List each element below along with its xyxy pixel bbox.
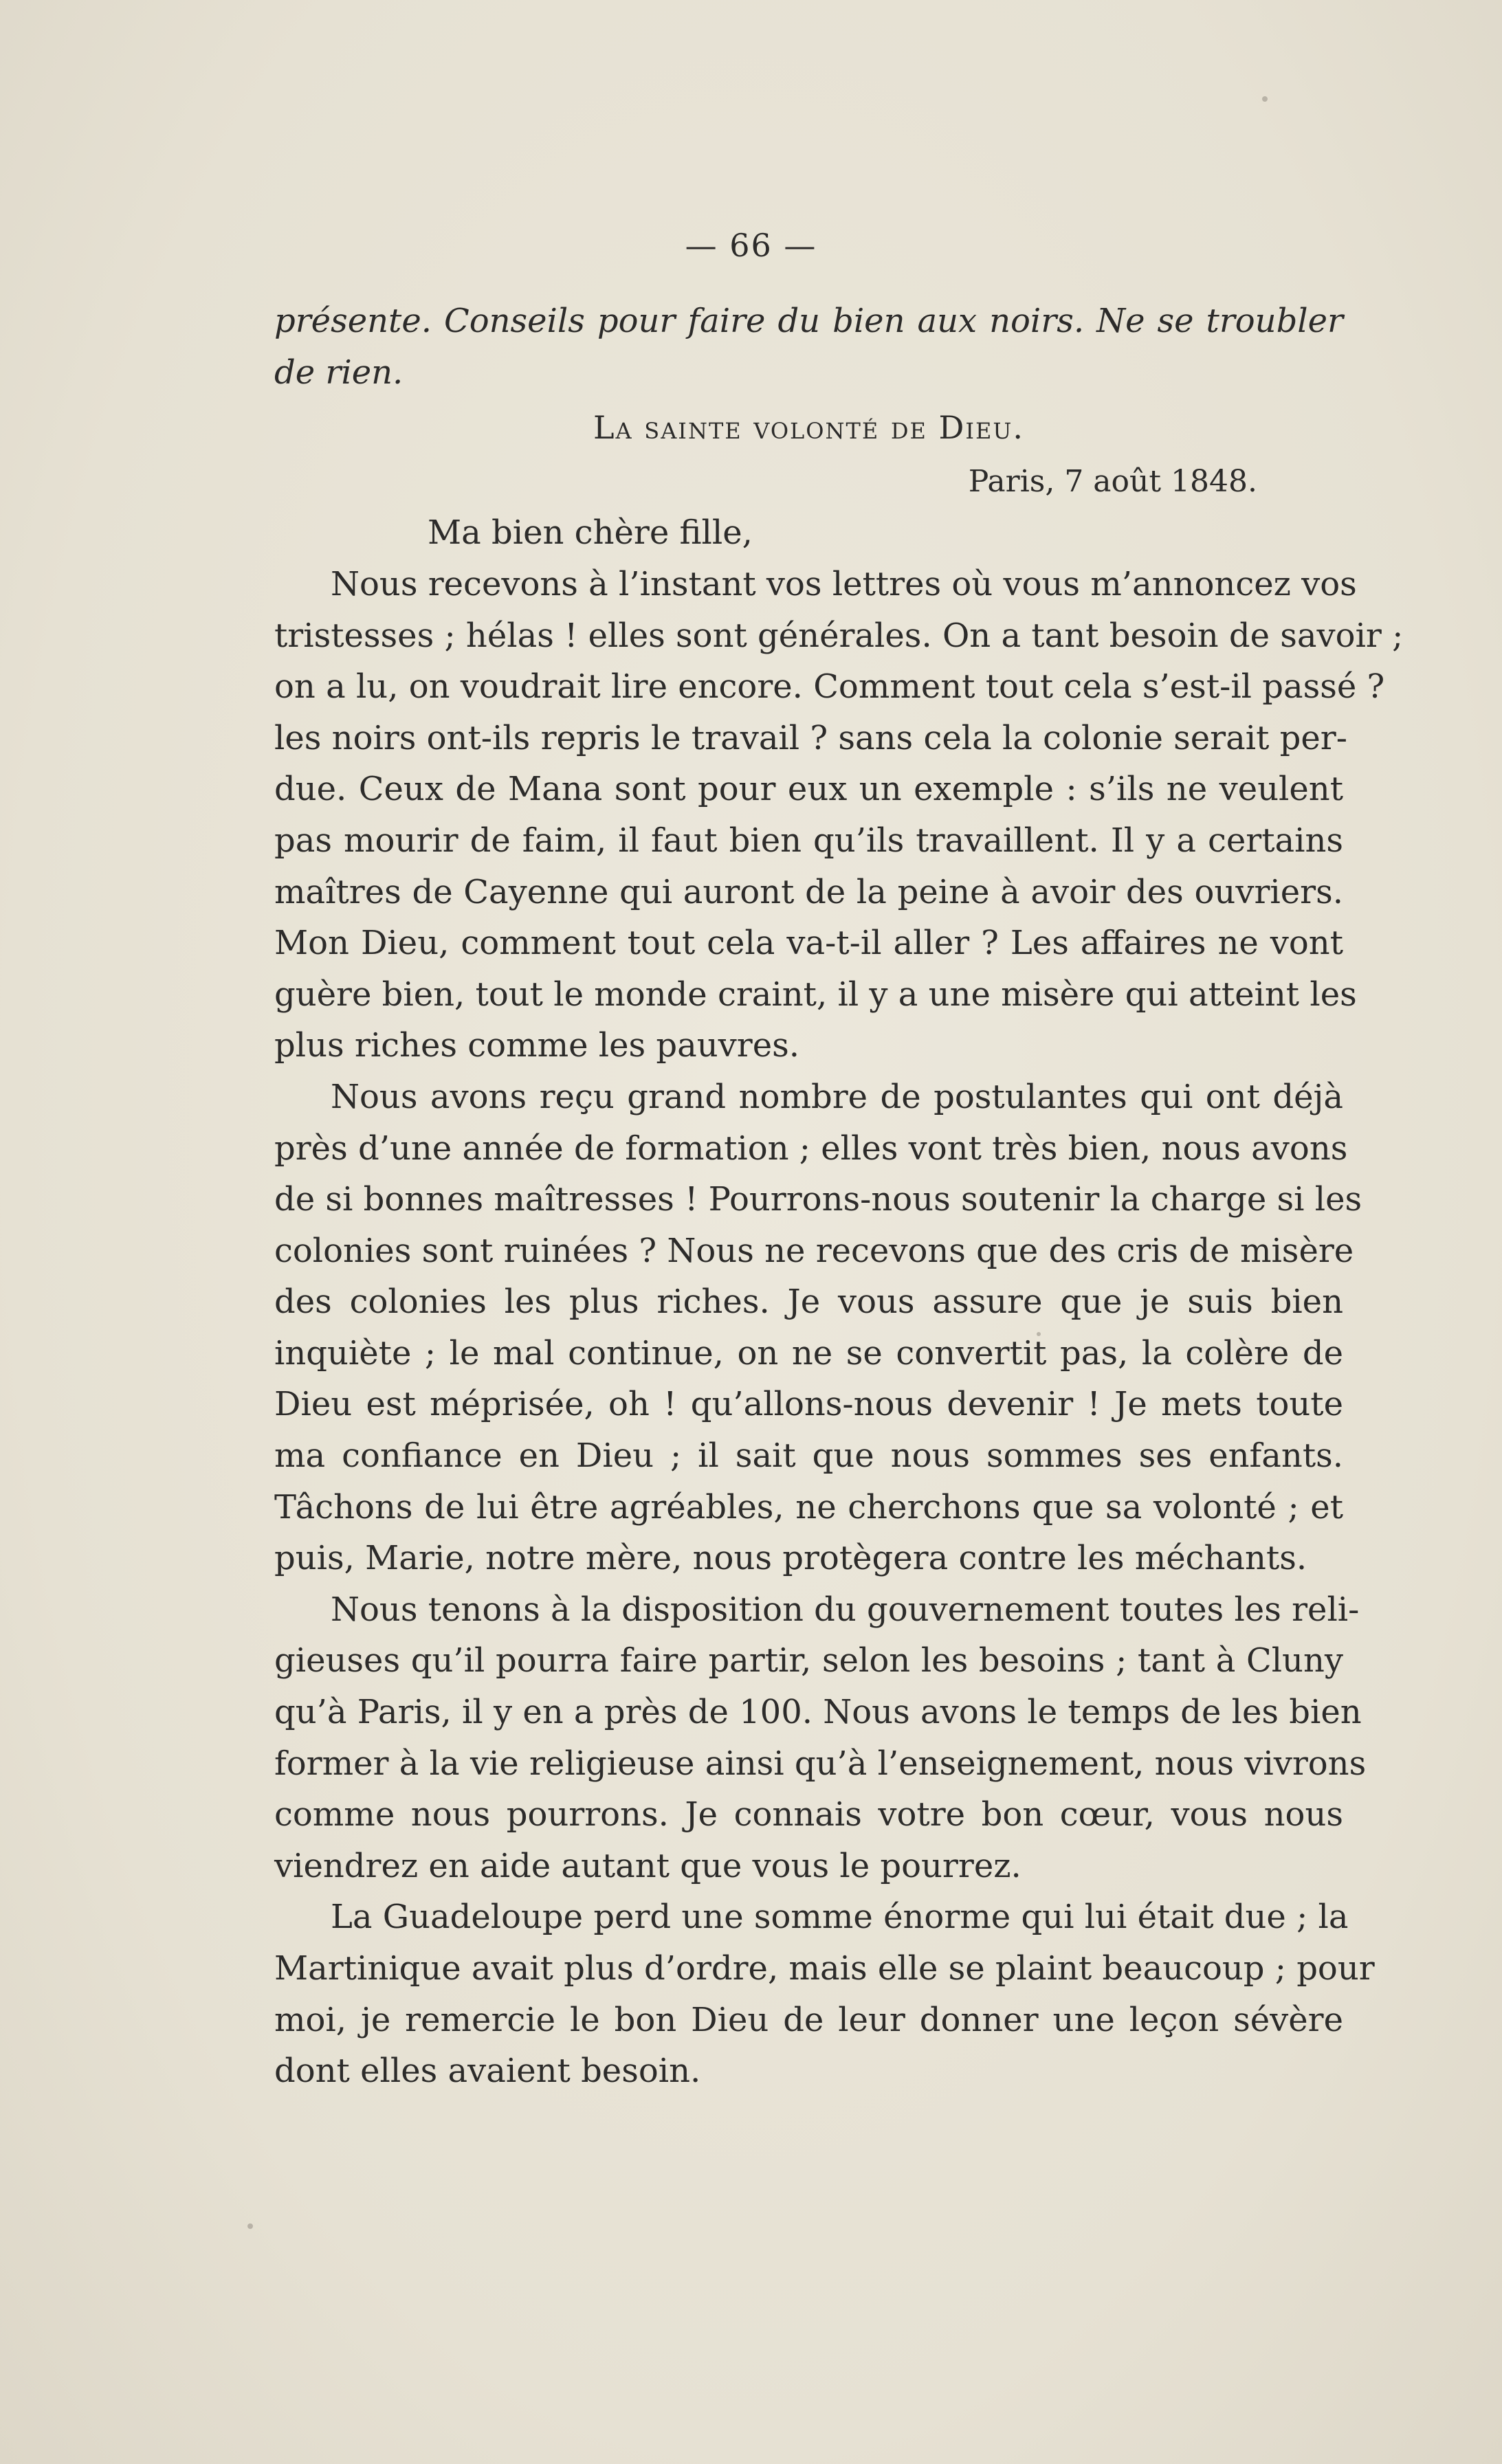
text-line: qu’à Paris, il y en a près de 100. Nous avons le temps de les bien xyxy=(274,1693,1362,1732)
text-line: guère bien, tout le monde craint, il y a une misère qui atteint les xyxy=(274,975,1357,1014)
intro-line: présente. Conseils pour faire du bien aux noirs. Ne se troubler xyxy=(274,302,1343,340)
letter-salutation: Ma bien chère fille, xyxy=(428,513,753,553)
text-line: due. Ceux de Mana sont pour eux un exemple : s’ils ne veulent xyxy=(274,770,1343,809)
text-line: de si bonnes maîtresses ! Pourrons-nous soutenir la charge si les xyxy=(274,1180,1362,1219)
letter-paragraph xyxy=(274,1891,1375,2096)
text-line: colonies sont ruinées ? Nous ne recevons que des cris de misère xyxy=(274,1231,1354,1270)
text-line: plus riches comme les pauvres. xyxy=(274,1026,800,1065)
page-number: — 66 — xyxy=(685,227,817,264)
paper-speck xyxy=(247,2223,253,2229)
text-line: on a lu, on voudrait lire encore. Comment tout cela s’est-il passé ? xyxy=(274,667,1385,707)
letter-paragraph xyxy=(274,1072,1362,1584)
letter-paragraph xyxy=(274,559,1404,1072)
text-line: inquiète ; le mal continue, on ne se convertit pas, la colère de xyxy=(274,1333,1343,1373)
text-line: tristesses ; hélas ! elles sont générales. On a tant besoin de savoir ; xyxy=(274,616,1404,655)
text-line: comme nous pourrons. Je connais votre bon cœur, vous nous xyxy=(274,1795,1343,1834)
text-line: puis, Marie, notre mère, nous protègera contre les méchants. xyxy=(274,1539,1307,1578)
text-line: ma confiance en Dieu ; il sait que nous sommes ses enfants. xyxy=(274,1436,1343,1476)
page-text xyxy=(274,296,1404,2097)
text-line: les noirs ont-ils repris le travail ? sans cela la colonie serait per- xyxy=(274,718,1347,757)
paper-speck xyxy=(1262,96,1268,102)
text-line: Martinique avait plus d’ordre, mais elle se plaint beaucoup ; pour xyxy=(274,1949,1375,1988)
text-line: Mon Dieu, comment tout cela va-t-il aller ? Les affaires ne vont xyxy=(274,924,1343,963)
letter-dateline: Paris, 7 août 1848. xyxy=(968,463,1257,499)
letter-paragraph xyxy=(274,1584,1367,1892)
text-line: viendrez en aide autant que vous le pourrez. xyxy=(274,1846,1021,1885)
text-line: près d’une année de formation ; elles vont très bien, nous avons xyxy=(274,1129,1348,1168)
text-line: Nous recevons à l’instant vos lettres où vous m’annoncez vos xyxy=(331,564,1357,603)
text-line: Dieu est méprisée, oh ! qu’allons-nous devenir ! Je mets toute xyxy=(274,1385,1343,1424)
text-line: maîtres de Cayenne qui auront de la peine à avoir des ouvriers. xyxy=(274,872,1343,911)
intro-line: de rien. xyxy=(274,353,404,392)
text-line: former à la vie religieuse ainsi qu’à l’enseignement, nous vivrons xyxy=(274,1744,1367,1783)
text-line: Nous tenons à la disposition du gouvernement toutes les reli- xyxy=(331,1590,1360,1629)
text-line: des colonies les plus riches. Je vous assure que je suis bien xyxy=(274,1283,1343,1322)
text-line: Nous avons reçu grand nombre de postulantes qui ont déjà xyxy=(331,1077,1343,1116)
text-line: pas mourir de faim, il faut bien qu’ils travaillent. Il y a certains xyxy=(274,821,1343,860)
text-line: Tâchons de lui être agréables, ne cherchons que sa volonté ; et xyxy=(274,1487,1343,1527)
text-line: dont elles avaient besoin. xyxy=(274,2052,701,2091)
text-line: moi, je remercie le bon Dieu de leur donner une leçon sévère xyxy=(274,2000,1343,2039)
text-line: La Guadeloupe perd une somme énorme qui lui était due ; la xyxy=(331,1898,1349,1937)
section-heading: La sainte volonté de Dieu. xyxy=(593,409,1024,447)
text-line: gieuses qu’il pourra faire partir, selon les besoins ; tant à Cluny xyxy=(274,1641,1343,1680)
